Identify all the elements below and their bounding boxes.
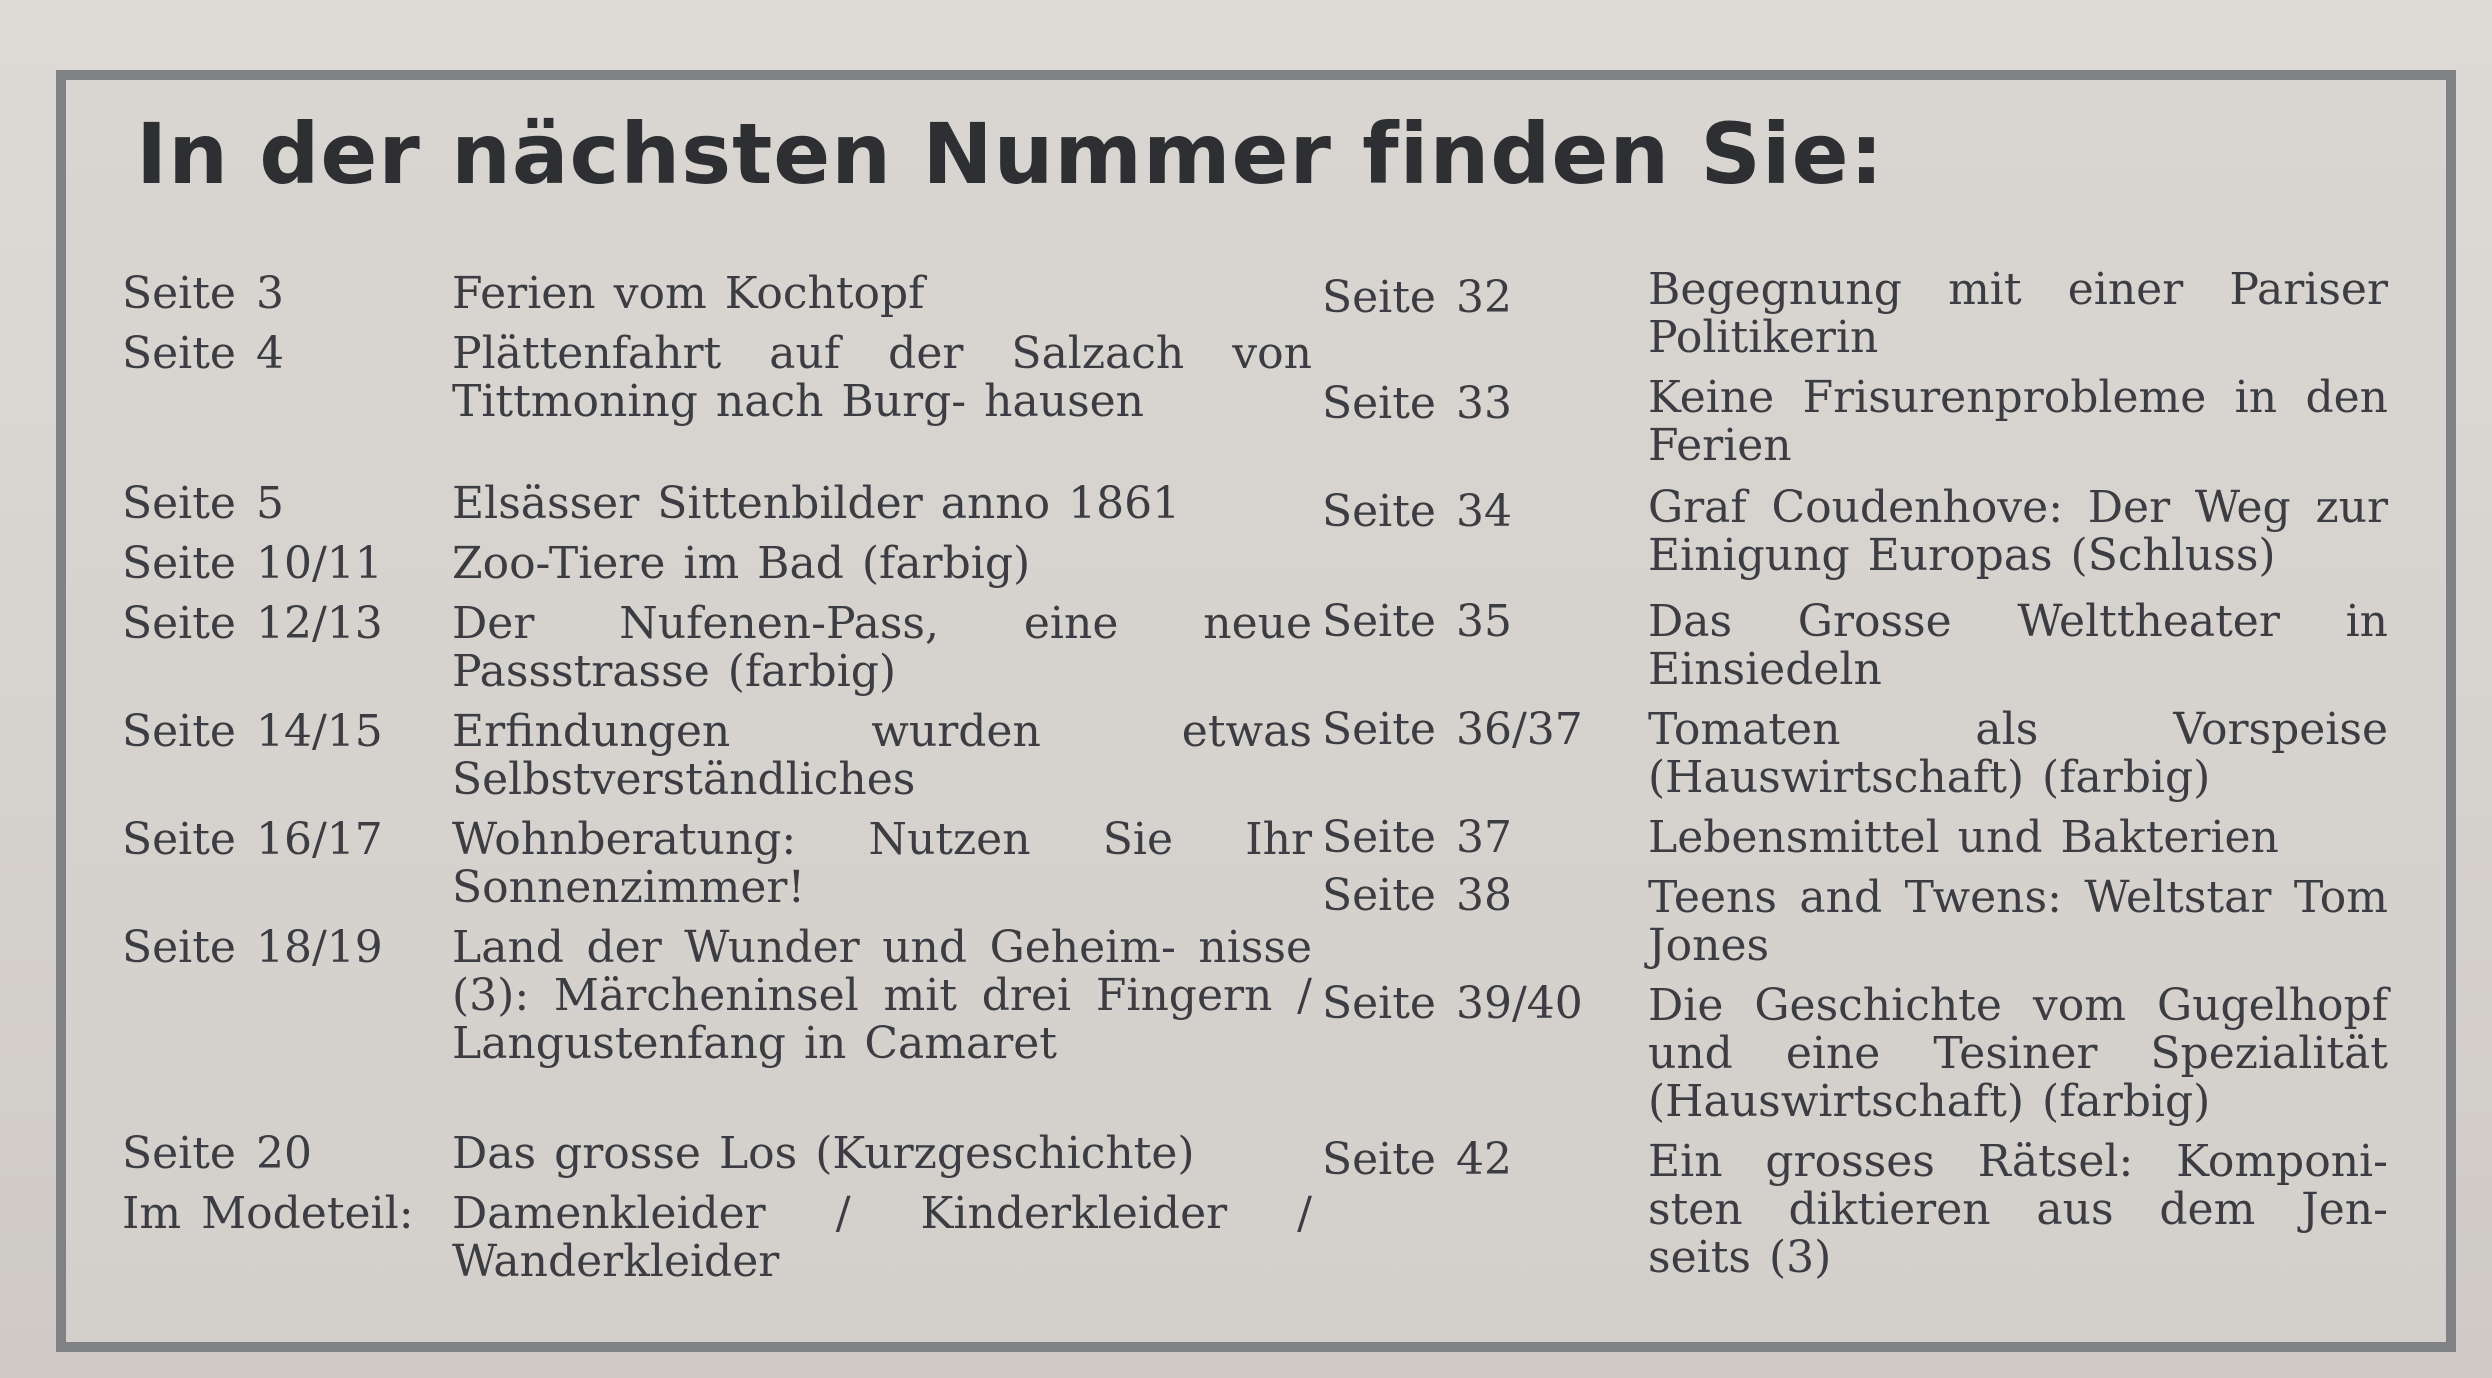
page-ref: Seite 37 xyxy=(1322,812,1512,863)
page-ref: Seite 14/15 xyxy=(122,706,383,757)
article-title: Tomaten als Vorspeise (Hauswirtschaft) (farbig) xyxy=(1648,704,2388,803)
preview-headline: In der nächsten Nummer finden Sie: xyxy=(136,105,1885,203)
article-title: Lebensmittel und Bakterien xyxy=(1648,812,2279,863)
page-ref: Seite 16/17 xyxy=(122,814,383,865)
article-title: Wohnberatung: Nutzen Sie Ihr Sonnenzimmer! xyxy=(452,814,1312,913)
article-title: Teens and Twens: Weltstar Tom Jones xyxy=(1648,872,2388,971)
article-title: Graf Coudenhove: Der Weg zur Einigung Europas (Schluss) xyxy=(1648,482,2388,581)
page-ref: Seite 36/37 xyxy=(1322,704,1583,755)
page-ref: Seite 18/19 xyxy=(122,922,383,973)
article-title: Elsässer Sittenbilder anno 1861 xyxy=(452,478,1181,529)
article-title: Das grosse Los (Kurzgeschichte) xyxy=(452,1128,1195,1179)
page-ref: Seite 34 xyxy=(1322,486,1512,537)
article-title: Begegnung mit einer Pariser Politikerin xyxy=(1648,264,2388,363)
article-title: Keine Frisurenprobleme in den Ferien xyxy=(1648,372,2388,471)
page-ref: Seite 33 xyxy=(1322,378,1512,429)
page-ref: Seite 42 xyxy=(1322,1134,1512,1185)
article-title: Land der Wunder und Geheim- nisse (3): Märcheninsel mit drei Fingern / Langustenfang in Camaret xyxy=(452,922,1312,1069)
page-ref: Seite 4 xyxy=(122,328,284,379)
article-title: Ferien vom Kochtopf xyxy=(452,268,925,319)
article-title: Das Grosse Welttheater in Einsiedeln xyxy=(1648,596,2388,695)
page-ref: Seite 38 xyxy=(1322,870,1512,921)
article-title: Erfindungen wurden etwas Selbstverständliches xyxy=(452,706,1312,805)
article-title: Der Nufenen-Pass, eine neue Passstrasse (farbig) xyxy=(452,598,1312,697)
article-title: Damenkleider / Kinderkleider / Wanderkleider xyxy=(452,1188,1312,1287)
page-ref: Seite 10/11 xyxy=(122,538,383,589)
page-ref: Seite 35 xyxy=(1322,596,1512,647)
article-title: Die Geschichte vom Gugelhopf und eine Tesiner Spezialität (Hauswirtschaft) (farbig) xyxy=(1648,980,2388,1127)
page-ref: Seite 3 xyxy=(122,268,284,319)
page-ref: Seite 39/40 xyxy=(1322,978,1583,1029)
page-ref: Im Modeteil: xyxy=(122,1188,414,1239)
article-title: Plättenfahrt auf der Salzach von Tittmoning nach Burg- hausen xyxy=(452,328,1312,427)
article-title: Ein grosses Rätsel: Komponi- sten diktieren aus dem Jen- seits (3) xyxy=(1648,1136,2388,1283)
article-title: Zoo-Tiere im Bad (farbig) xyxy=(452,538,1031,589)
page-ref: Seite 32 xyxy=(1322,272,1512,323)
page-ref: Seite 5 xyxy=(122,478,284,529)
page-ref: Seite 20 xyxy=(122,1128,312,1179)
page-ref: Seite 12/13 xyxy=(122,598,383,649)
